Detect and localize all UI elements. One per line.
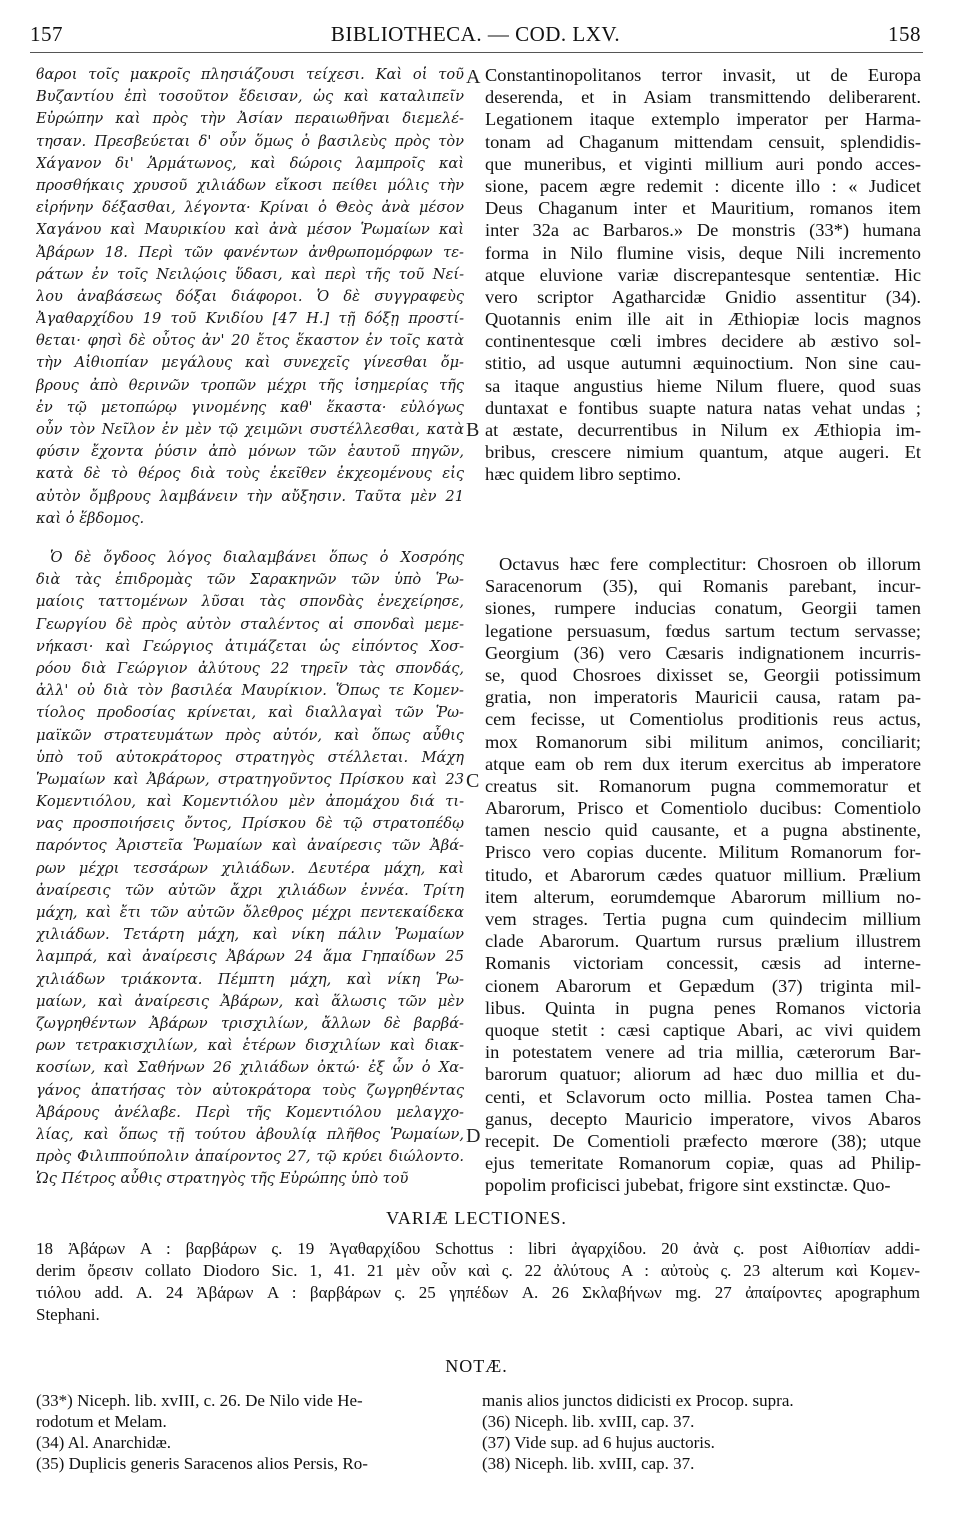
margin-marker-d: D [466,1125,481,1147]
note-line: rodotum et Melam. [36,1412,167,1431]
notes-left-column [36,1390,466,1474]
greek-text-line: ρόου διὰ Γεώργιον ἀλύτους 22 τηρεῖν τὰς σπονδάς, [36,659,464,677]
latin-text-line: libus. Quinta in pugna penes Romanos victoria [485,997,921,1018]
greek-text-line: παρόντος Ἀριστεῖα Ῥωμαίων καὶ ἀναίρεσις τῶν Ἀβά- [36,837,464,855]
latin-text-line: tamen nescio quid causante, et a pugna abstinente, [485,820,921,841]
notes-right-column [482,1390,922,1474]
latin-text-line: recepit. De Comentioli præfecto mœrore (38); utque [485,1130,921,1151]
latin-text-line: Legationem itaque extemplo imperator per Harma- [485,109,921,130]
variae-lectiones [36,1238,920,1326]
latin-text-line: siones, rumpere inducias conatum, Georgii tamen [485,598,921,619]
greek-text-line: ρων τετρακισχιλίων, καὶ ἑτέρων δισχιλίων καὶ διακ- [36,1037,464,1055]
latin-text-line: Deus Chaganum inter et Mauritium, romanos item [485,198,921,219]
variant-reading-line: τιόλου add. A. 24 Ἀβάρων A : βαρβάρων ς. 25 γηπέδων A. 26 Σκλαβήνων mg. 27 ἀπαίροντες apographum [36,1283,920,1302]
latin-text-line: in potestatem venere ad tria millia, cæterorum Bar- [485,1042,921,1063]
greek-text-line: γάνος ἀπατήσας τὸν αὐτοκράτορα τοὺς ζωγρηθέντας [36,1081,464,1099]
latin-text-line: duntaxat e fontibus suapte natura natas vehat undas ; [485,397,921,418]
greek-text-line: Ἀγαθαρχίδου 19 τοῦ Κνιδίου [47 H.] τῇ δόξῃ προστί- [36,310,464,328]
latin-text-line: se, quod Chosroes dixisset se, Georgii potissimum [485,664,921,685]
greek-text-line: μάχη, καὶ ἔτι τῶν αὐτῶν ὄλεθρος μέχρι πεντεκαίδεκα [36,904,464,921]
greek-text-line: Ὁ δὲ ὄγδοος λόγος διαλαμβάνει ὅπως ὁ Χοσρόης [50,549,464,566]
page-header [30,22,921,48]
greek-text-line: νήκασι· καὶ Γεώργιος ἀτιμάζεται ὡς εἰπόντος Χοσ- [36,637,464,655]
latin-text-line: creatus sit. Romanorum pugna commemoratur et [485,775,921,796]
note-line: (36) Niceph. lib. xvIII, cap. 37. [482,1412,695,1431]
latin-text-line: Constantinopolitanos terror invasit, ut de Europa [485,65,921,85]
greek-text-line: μαίοις ταττομένων λῦσαι τὰς σπονδὰς ἐνεχείρησε, [36,593,464,611]
latin-text-line: sione, pacem ægre redemit : dicente illo : « Judicet [485,175,921,196]
latin-text-line: atque eluvione variæ discrepantesque sententiæ. Hic [485,264,921,285]
greek-text-line: Ῥωμαίων καὶ Ἀβάρων, στρατηγοῦντος Πρίσκου καὶ 23 [36,770,464,788]
latin-text-line: forma in Nilo flumine visis, deque Nili incremento [485,242,921,263]
greek-text-line: καὶ ὁ ἕβδομος. [36,509,145,527]
notae-title: NOTÆ. [445,1356,508,1376]
latin-text-line: Georgium (36) vero Cæsaris indignationem incurris- [485,642,921,663]
greek-text-line: βρους ἀπὸ θερινῶν τροπῶν μέχρι τῆς ἰσημερίας τῆς [36,376,464,394]
greek-text-line: τίολος προδοσίας κρίνεται, καὶ διαλλαγαὶ τῶν Ῥω- [36,704,464,722]
variae-lectiones-title: VARIÆ LECTIONES. [386,1208,567,1228]
greek-text-line: μαίων, καὶ ἀναίρεσις Ἀβάρων, καὶ ἅλωσις τῶν μὲν [36,992,464,1010]
latin-text-line: vem strages. Tertia pugna cum quindecim millium [485,909,921,929]
running-title: BIBLIOTHECA. — COD. LXV. [330,22,621,46]
greek-text-line: Ὡς Πέτρος αὖθις στρατηγὸς τῆς Εὐρώπης ὑπὸ τοῦ [36,1170,409,1188]
margin-marker-c: C [466,770,480,792]
latin-text-line: titudo, et Abarorum cædes quatuor millium. Prælium [485,864,921,885]
greek-text-line: πρὸς Φιλιππούπολιν ἀπαίροντος 27, τῷ κρύει διώλοντο. [36,1148,464,1166]
latin-text-line: inter 32a ac Barbaros.» De monstris (33*) humana [485,220,921,241]
greek-text-line: εἰρήνην δέξασθαι, λέγοντα· Κρίναι ὁ Θεὸς ἀνὰ μέσον [36,199,464,217]
greek-text-line: διὰ τὰς ἐπιδρομὰς τῶν Σαρακηνῶν τῶν ὑπὸ Ῥω- [36,571,464,589]
latin-text-line: ejus temeritate Romanorum copiæ, quas ad Philip- [485,1153,921,1174]
greek-text-line: ρων μέχρι τεσσάρων χιλιάδων. Δευτέρα μάχη, καὶ [36,859,464,877]
greek-text-line: κατὰ δὲ τὸ θέρος διὰ τοὺς ἐκεῖθεν ἐκχεομένους εἰς [36,465,464,483]
greek-text-line: λίας, καὶ ὅπως τῇ τούτου ἀβουλίᾳ πλῆθος Ῥωμαίων, [36,1125,464,1143]
greek-column-top [36,64,464,530]
latin-text-line: Saracenorum (35), qui Romanis parebant, incur- [485,576,921,597]
greek-text-line: ἀλλ' οὐ διὰ τὸν βασιλέα Μαυρίκιον. Ὅπως τε Κομεν- [36,682,464,700]
greek-text-line: χιλιάδων τριάκοντα. Πέμπτη μάχη, καὶ νίκη Ῥω- [36,970,464,988]
greek-text-line: ζωγρηθέντων Ἀβάρων τρισχιλίων, ἄλλων δὲ βαρβά- [36,1014,464,1032]
variant-reading-line: 18 Ἀβάρων A : βαρβάρων ς. 19 Ἀγαθαρχίδου Schottus : libri ἀγαρχίδου. 20 ἀνὰ ς. post Αἰθιοπίαν addi- [36,1239,920,1258]
greek-text-line: ἐν τῷ μετοπώρῳ γινομένης καθ' ἕκαστα· εὐλόγως [36,398,464,416]
greek-text-line: ἀναίρεσις τῶν αὐτῶν ἄχρι χιλιάδων ἐννέα. Τρίτη [36,881,464,899]
note-line: (35) Duplicis generis Saracenos alios Persis, Ro- [36,1454,368,1473]
greek-text-line: μαϊκῶν στρατευμάτων πρὸς αὐτόν, καὶ ὅπως αὖθις [36,726,464,744]
greek-text-line: ϐαροι τοῖς μακροῖς πλησιάζουσι τείχεσι. Καὶ οἱ τοῦ [36,66,464,83]
latin-text-line: tonam ad Chaganum mittendam censuit, splendidis- [485,131,921,152]
latin-text-line: stitio, ad usque autumni æquinoctium. Non sine cau- [485,353,921,374]
latin-text-line: vero scriptor Agatharcidæ Gnidio assentitur (34). [485,286,921,307]
greek-text-line: χιλιάδων. Τετάρτη μάχη, καὶ νίκη πάλιν Ῥωμαίων [36,926,464,944]
greek-text-line: ὑπὸ τοῦ αὐτοκράτορος στρατηγὸς στέλλεται. Μάχη [36,748,464,766]
greek-text-line: τησαν. Πρεσβεύεται δ' οὖν ὅμως ὁ βασιλεὺς πρὸς τὸν [36,132,464,150]
latin-text-line: barorum quatuor; aliorum ad hæc duo millia et du- [485,1064,921,1085]
latin-text-line: que muneribus, et viginti millium auri pondo acces- [485,153,921,174]
latin-text-line: centi, et Sclavorum octo millia. Postea tamen Cha- [485,1086,921,1107]
header-rule [30,52,923,53]
page-number-right: 158 [888,22,921,46]
note-line: manis alios junctos didicisti ex Procop. supra. [482,1391,794,1410]
greek-text-line: λαμπρά, καὶ ἀναίρεσις Ἀβάρων 24 ἅμα Γηπαίδων 25 [36,948,464,966]
greek-text-line: Χάγανον δι' Ἁρμάτωνος, καὶ δώροις λαμπροῖς καὶ [36,154,464,172]
greek-text-line: ράτων ἐν τοῖς Νειλῴοις ὕδασι, καὶ περὶ τῆς τοῦ Νεί- [36,265,464,283]
greek-text-line: Βυζαντίου ἐπὶ τοσοῦτον ἔδεισαν, ὡς καὶ καταλιπεῖν [36,88,464,106]
latin-text-line: Romanis victoriam concessit, cæsis ad interne- [485,953,921,974]
latin-text-line: popolim proficisci jubebat, frigore sint exstinctæ. Quo- [485,1175,891,1196]
latin-text-line: Quotannis enim ille ait in Æthiopiæ locis magnos [485,309,921,330]
latin-text-line: legatione persuasum, fœdus sartum tectum servasse; [485,620,921,641]
margin-marker-b: B [466,419,480,441]
latin-text-line: Abarorum, Prisco et Comentiolo ducibus: Comentiolo [485,798,921,819]
latin-column-top [485,64,921,486]
greek-text-line: θεται· φησὶ δὲ οὗτος ἀν' 20 ἔτος ἕκαστον ἐν τοῖς κατὰ [36,332,464,350]
latin-text-line: Octavus hæc fere complectitur: Chosroen ob illorum [499,554,921,574]
greek-text-line: προσθήκαις χρυσοῦ χιλιάδων εἴκοσι πείθει μόλις τὴν [36,176,464,194]
latin-text-line: sa itaque angustius hieme Nilum fluere, quod suas [485,375,921,396]
latin-text-line: clade Abarorum. Quartum rursus prælium illustrem [485,931,921,952]
latin-text-line: at æstate, decurrentibus in Nilum ex Æthiopia im- [485,420,921,440]
latin-text-line: ganus, decepto Mauricio imperatore, vivos Abaros [485,1108,921,1129]
greek-text-line: Ἀβάρων 18. Περὶ τῶν φανέντων ἀνθρωπομόρφων τε- [36,243,464,261]
page-number-left: 157 [30,22,63,46]
latin-text-line: bribus, crescere nimium quantum, atque augeri. Et [485,442,921,463]
greek-text-line: οὖν τὸν Νεῖλον ἐν μὲν τῷ χειμῶνι συστέλλεσθαι, κατὰ [36,421,464,438]
note-line: (34) Al. Anarchidæ. [36,1433,172,1452]
variant-reading-line: Stephani. [36,1305,100,1324]
greek-text-line: αὐτὸν ὄμβρους λαμβάνειν τὴν αὔξησιν. Ταῦτα μὲν 21 [36,487,464,505]
greek-column-bottom [36,547,464,1190]
note-line: (33*) Niceph. lib. xvIII, c. 26. De Nilo vide He- [36,1391,363,1410]
greek-text-line: νας προσποιήσεις ὄντος, Πρίσκου δὲ τῷ στρατοπέδῳ [36,815,464,833]
greek-text-line: Εὐρώπην καὶ πρὸς τὴν Ἀσίαν περαιωθῆναι διεμελέ- [36,110,464,128]
latin-text-line: atque eam ob rem dux iterum exercitus ab imperatore [485,753,921,774]
note-line: (37) Vide sup. ad 6 hujus auctoris. [482,1433,715,1452]
greek-text-line: λου ἀναβάσεως δόξαι διάφοροι. Ὁ δὲ συγγραφεὺς [36,287,464,305]
note-line: (38) Niceph. lib. xvIII, cap. 37. [482,1454,695,1473]
margin-marker-a: A [466,66,481,88]
greek-text-line: Ἀβάρους ἀνέλαβε. Περὶ τῆς Κομεντιόλου μελαγχο- [36,1103,464,1121]
greek-text-line: φύσιν ἔχοντα ῥύσιν ἀπὸ μόνων τῶν ἑαυτοῦ πηγῶν, [36,443,464,461]
latin-text-line: Prisco vero copias ducente. Militum Romanorum for- [485,842,921,863]
greek-text-line: Κομεντιόλου, καὶ Κομεντιόλου μὲν ἀπομάχου διά τι- [36,793,464,811]
greek-text-line: κοσίων, καὶ Σαθήνων 26 χιλιάδων ὀκτώ· ἐξ ὧν ὁ Χα- [36,1059,464,1077]
latin-text-line: continentesque cœli imbres decidere ab æstivo sol- [485,331,921,352]
greek-text-line: Γεωργίου δὲ πρὸς αὐτὸν σταλέντος αἱ σπονδαὶ μεμε- [36,615,464,633]
latin-text-line: cem fecisse, ut Comentiolus proditionis reus actus, [485,709,921,730]
latin-text-line: item alterum, eorumdemque Abarorum millium no- [485,886,921,907]
latin-text-line: deserenda, et in Asiam transmittendo deliberarent. [485,87,921,108]
latin-text-line: mox Romanorum sibi militum animos, conciliarit; [485,731,921,752]
latin-text-line: gratia, non imperatoris Mauricii causa, ratam pa- [485,687,921,708]
latin-text-line: quoque stetit : cæsi captique Abari, ac vivi quidem [485,1019,921,1040]
greek-text-line: Χαγάνου καὶ Μαυρικίου καὶ ἀνὰ μέσον Ῥωμαίων καὶ [36,221,464,239]
latin-text-line: hæc quidem libro septimo. [485,464,682,485]
greek-text-line: τὴν Αἰθιοπίαν μεγάλους καὶ συνεχεῖς γίνεσθαι ὄμ- [36,354,464,372]
latin-column-bottom [485,553,921,1196]
latin-text-line: cionem Abarorum et Gepædum (37) triginta mil- [485,975,921,996]
variant-reading-line: derim ὄρεσιν collato Diodoro Sic. 1, 41. 21 μὲν οὖν καὶ ς. 22 ἀλύτους A : αὐτοὺς ς. 23 alterum καὶ Κομεν- [36,1261,920,1280]
